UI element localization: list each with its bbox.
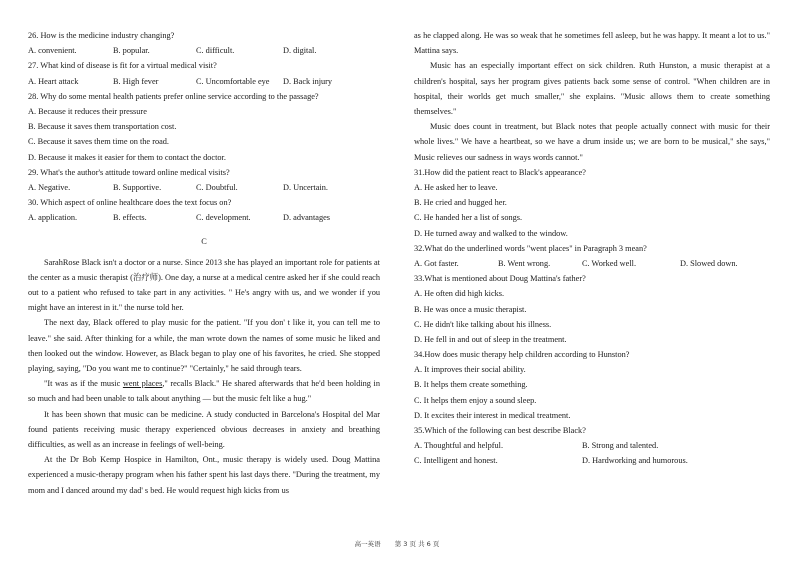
option-d: D. digital. <box>283 46 317 56</box>
question-30 <box>28 195 380 225</box>
option-a: A. Because it reduces their pressure <box>28 106 147 116</box>
option-c: C. He handed her a list of songs. <box>414 213 523 223</box>
passage-paragraph-3 <box>28 376 380 406</box>
option-c: C. Uncomfortable eye <box>196 76 270 86</box>
underlined-phrase: went places <box>122 379 163 389</box>
option-d: D. advantages <box>283 213 330 223</box>
passage-paragraph-1: SarahRose Black isn't a doctor or a nurse. Since 2013 she has played an important role for patients at the center as a music therapist (治疗师). One day, a nurse at a medical centre asked her if she could reach out to a patient who refused to take part in any activities. " He's angry with us, and we wonder if you might have an interest in it." the nurse told her. <box>28 257 380 313</box>
option-a: A. It improves their social ability. <box>414 365 526 375</box>
option-b: B. Went wrong. <box>498 258 551 268</box>
question-35 <box>414 423 770 469</box>
option-a: A. Thoughtful and helpful. <box>414 441 504 451</box>
question-29 <box>28 165 380 195</box>
right-column <box>414 28 770 469</box>
option-row <box>414 453 770 468</box>
option-a: A. Negative. <box>28 182 71 192</box>
paragraph-text: "It was as if the music <box>44 379 123 389</box>
option-c: C. difficult. <box>196 46 235 56</box>
option-a: A. He often did high kicks. <box>414 289 505 299</box>
footer-page-number: 第 3 页 共 6 页 <box>394 540 440 548</box>
option-d: D. Because it makes it easier for them to contact the doctor. <box>28 152 226 162</box>
passage-paragraph-7: Music does count in treatment, but Black notes that people actually connect with music for their whole lives." We have a heartbeat, so we have a drum inside us; we are born to be musical," she says," Music relieves our sadness in ways words cannot." <box>414 122 770 162</box>
question-stem: 35.Which of the following can best describe Black? <box>414 426 586 436</box>
option-d: D. He fell in and out of sleep in the treatment. <box>414 334 567 344</box>
question-stem: 29. What's the author's attitude toward online medical visits? <box>28 167 230 177</box>
option-d: D. He turned away and walked to the window. <box>414 228 568 238</box>
option-c: C. Because it saves them time on the road. <box>28 137 170 147</box>
option-d: D. Back injury <box>283 76 333 86</box>
option-b: B. effects. <box>113 213 147 223</box>
passage-paragraph-5-continued: as he clapped along. He was so weak that he sometimes fell asleep, but he was happy. It meant a lot to us." Mattina says. <box>414 31 770 56</box>
question-32 <box>414 241 770 271</box>
question-stem: 34.How does music therapy help children according to Hunston? <box>414 350 630 360</box>
option-d: D. Hardworking and humorous. <box>582 456 688 466</box>
passage-paragraph-2: The next day, Black offered to play music for the patient. "If you don' t like it, you can tell me to leave." she said. After thinking for a while, the man wrote down the names of some music he liked and then looked out the window. However, as Black began to play one of his favorites, he cried. She stopped playing, saying, "Do you want me to continue?" "Certainly," he said through tears. <box>28 318 380 374</box>
option-row <box>28 74 380 89</box>
question-stem: 32.What do the underlined words "went places" in Paragraph 3 mean? <box>414 243 647 253</box>
option-a: A. Heart attack <box>28 76 79 86</box>
option-row <box>414 256 770 271</box>
option-b: B. He cried and hugged her. <box>414 198 507 208</box>
option-a: A. convenient. <box>28 46 77 56</box>
option-c: C. He didn't like talking about his illness. <box>414 319 552 329</box>
option-row <box>28 210 380 225</box>
option-a: A. application. <box>28 213 78 223</box>
option-b: B. Because it saves them transportation cost. <box>28 122 177 132</box>
question-stem: 31.How did the patient react to Black's appearance? <box>414 167 586 177</box>
question-stem: 27. What kind of disease is fit for a virtual medical visit? <box>28 61 217 71</box>
option-c: C. Worked well. <box>582 258 637 268</box>
option-row <box>28 43 380 58</box>
option-c: C. Intelligent and honest. <box>414 456 498 466</box>
option-c: C. Doubtful. <box>196 182 238 192</box>
question-28 <box>28 89 380 165</box>
option-d: D. Slowed down. <box>680 258 738 268</box>
footer-subject: 高一英语 <box>354 540 381 548</box>
passage-paragraph-5: At the Dr Bob Kemp Hospice in Hamilton, Ont., music therapy is widely used. Doug Mattina experienced a music-therapy program when his father spent his last days there. "During the treatment, my mom and I danced around my dad' s bed. He would request high kicks from us <box>28 455 380 495</box>
question-33 <box>414 271 770 347</box>
option-b: B. It helps them create something. <box>414 380 528 390</box>
passage-paragraph-4: It has been shown that music can be medicine. A study conducted in Barcelona's Hospital del Mar found patients receiving music therapy experienced obvious decreases in anxiety and breathing difficulties, as well as an increase in feelings of well-being. <box>28 409 380 450</box>
question-27 <box>28 58 380 88</box>
question-26 <box>28 28 380 58</box>
option-b: B. Supportive. <box>113 182 162 192</box>
option-b: B. Strong and talented. <box>582 441 659 451</box>
option-b: B. popular. <box>113 46 150 56</box>
question-stem: 26. How is the medicine industry changing? <box>28 31 175 40</box>
section-heading: C <box>201 237 207 247</box>
option-c: C. It helps them enjoy a sound sleep. <box>414 395 537 405</box>
question-34 <box>414 347 770 423</box>
option-d: D. Uncertain. <box>283 182 328 192</box>
option-b: B. High fever <box>113 76 159 86</box>
question-stem: 30. Which aspect of online healthcare does the text focus on? <box>28 198 232 208</box>
option-b: B. He was once a music therapist. <box>414 304 527 314</box>
passage-paragraph-6: Music has an especially important effect on sick children. Ruth Hunston, a music therapist at a children's hospital, says her program gives patients back some sense of control. "When children are in hospital, their worlds get much smaller," she explains. "Music allows them to create something themselves." <box>414 61 770 117</box>
question-31 <box>414 165 770 241</box>
option-c: C. development. <box>196 213 251 223</box>
option-d: D. It excites their interest in medical treatment. <box>414 410 571 420</box>
option-a: A. He asked her to leave. <box>414 183 498 193</box>
question-stem: 33.What is mentioned about Doug Mattina's father? <box>414 274 586 284</box>
option-row <box>414 438 770 453</box>
page-footer <box>0 539 794 549</box>
paragraph-text: ," recalls Black." He shared afterwards that he'd been holding in so much and had been unable to talk about anything — but the music felt like a hug." <box>28 379 380 404</box>
option-row <box>28 180 380 195</box>
question-stem: 28. Why do some mental health patients prefer online service according to the passage? <box>28 91 319 101</box>
left-column <box>28 28 380 498</box>
option-a: A. Got faster. <box>414 258 459 268</box>
